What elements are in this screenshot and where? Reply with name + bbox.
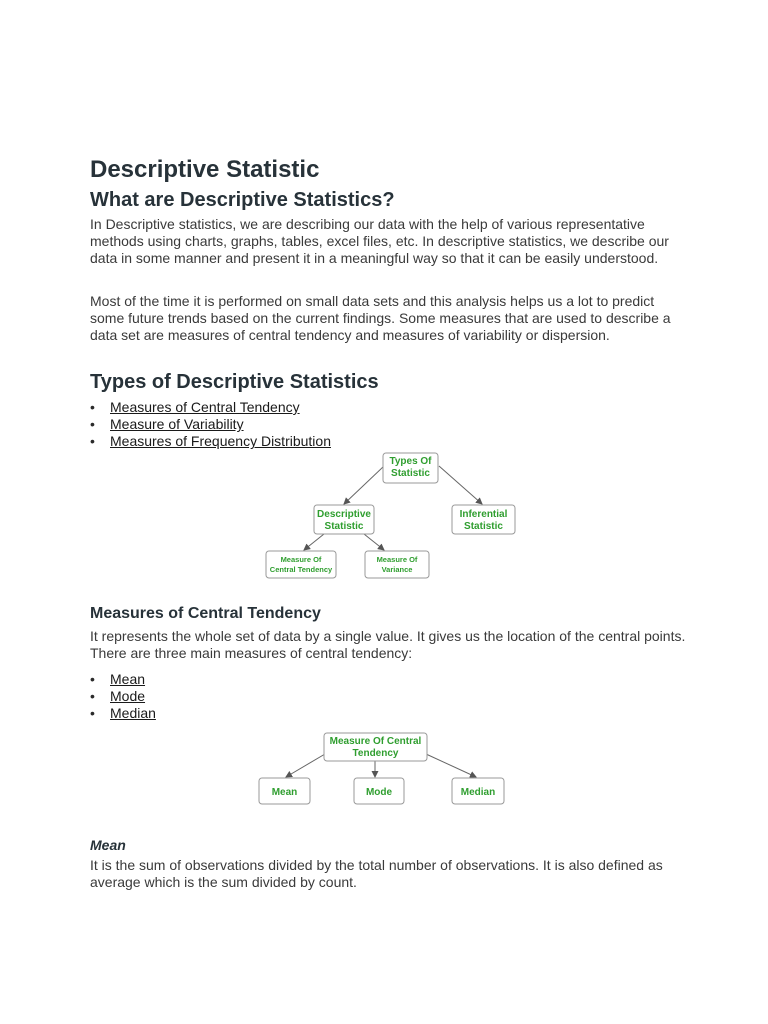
diagram-node-variance-line1: Measure Of xyxy=(376,555,418,564)
diagram-node-central-line1: Measure Of xyxy=(280,555,322,564)
central-tendency-list xyxy=(90,671,156,723)
section-heading-mean: Mean xyxy=(90,837,126,853)
diagram-node-central-line2: Central Tendency xyxy=(269,565,333,574)
link-median[interactable]: Median xyxy=(110,705,156,722)
diagram2-mode-label: Mode xyxy=(365,787,393,798)
paragraph-mean: It is the sum of observations divided by the total number of observations. It is also defined as average which is the sum divided by count. xyxy=(90,857,663,891)
paragraph-intro-1: In Descriptive statistics, we are describing our data with the help of various representative methods using charts, graphs, tables, excel files, etc. In descriptive statistics, we describe our data in some manner and present it in a meaningful way so that it can be easily understood. xyxy=(90,216,669,267)
link-variability[interactable]: Measure of Variability xyxy=(110,416,244,433)
link-central-tendency[interactable]: Measures of Central Tendency xyxy=(110,399,300,415)
diagram-node-inferential-line1: Inferential xyxy=(459,509,508,520)
diagram-node-variance-line2: Variance xyxy=(381,565,413,574)
list-item: • Measure of Variability xyxy=(90,416,244,433)
diagram2-root-line1: Measure Of Central xyxy=(329,736,422,747)
diagram-node-root-line1: Types Of xyxy=(389,456,432,467)
section-heading-what-are: What are Descriptive Statistics? xyxy=(90,189,395,211)
diagram2-root-line2: Tendency xyxy=(352,748,399,759)
link-mode[interactable]: Mode xyxy=(110,688,146,705)
link-frequency-distribution[interactable]: Measures of Frequency Distribution xyxy=(110,433,331,450)
paragraph-central-tendency: It represents the whole set of data by a single value. It gives us the location of the central points. There are three main measures of central tendency: xyxy=(90,628,686,662)
types-of-statistic-diagram xyxy=(228,446,544,588)
page-title: Descriptive Statistic xyxy=(90,156,320,183)
diagram-node-root-line2: Statistic xyxy=(391,468,430,479)
list-item: • Mode xyxy=(90,688,146,705)
list-item: • Measures of Frequency Distribution xyxy=(90,433,331,450)
central-tendency-diagram xyxy=(250,726,516,822)
types-list xyxy=(90,399,331,451)
section-heading-central-tendency: Measures of Central Tendency xyxy=(90,605,321,622)
diagram-node-descriptive-line2: Statistic xyxy=(324,521,364,532)
diagram2-median-label: Median xyxy=(460,787,496,798)
link-mean[interactable]: Mean xyxy=(110,671,146,687)
diagram2-mean-label: Mean xyxy=(271,787,298,798)
section-heading-types: Types of Descriptive Statistics xyxy=(90,371,379,393)
list-item: • Median xyxy=(90,705,156,722)
list-item: • Mean xyxy=(90,671,146,687)
diagram-node-descriptive-line1: Descriptive xyxy=(317,509,371,520)
diagram-node-inferential-line2: Statistic xyxy=(464,521,503,532)
list-item: • Measures of Central Tendency xyxy=(90,399,300,415)
paragraph-intro-2: Most of the time it is performed on small data sets and this analysis helps us a lot to predict some future trends based on the current findings. Some measures that are used to describe a data set are measures of central tendency and measures of variability or dispersion. xyxy=(90,293,671,344)
